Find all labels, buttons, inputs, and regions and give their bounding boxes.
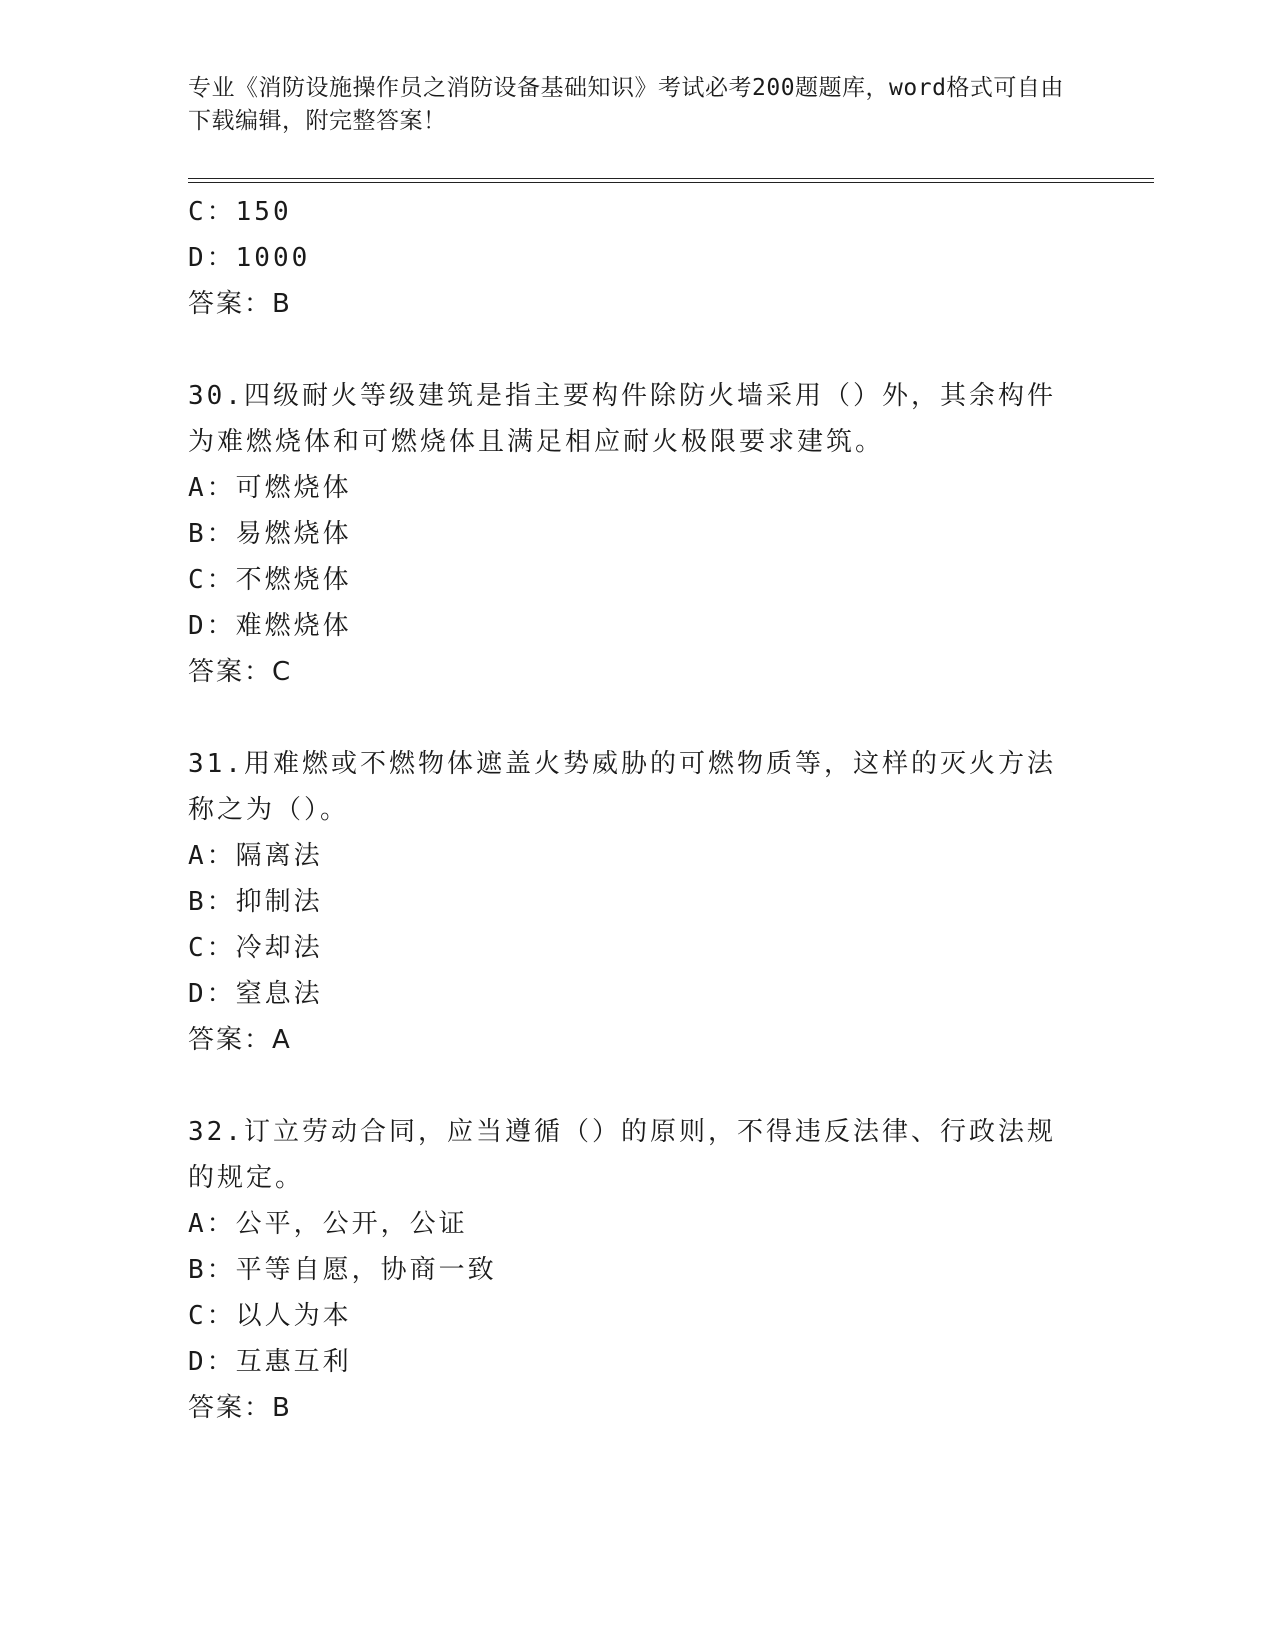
continued-question (188, 189, 1088, 327)
option-c: C：以人为本 (188, 1301, 352, 1331)
answer-line: 答案：A (188, 1025, 292, 1055)
option-d: D：难燃烧体 (188, 611, 352, 641)
option-d: D：互惠互利 (188, 1347, 352, 1377)
header-divider (188, 178, 1154, 183)
option-b: B：平等自愿，协商一致 (188, 1255, 497, 1285)
option-c: C：冷却法 (188, 933, 323, 963)
option-a: A：公平，公开，公证 (188, 1209, 468, 1239)
page-header: 专业《消防设施操作员之消防设备基础知识》考试必考200题题库，word格式可自由下载编辑，附完整答案！ (188, 75, 1064, 134)
question-32 (188, 1109, 1088, 1431)
option-c: C：150 (188, 197, 292, 227)
answer-line: 答案：B (188, 289, 292, 319)
option-d: D：1000 (188, 243, 311, 273)
option-c: C：不燃烧体 (188, 565, 352, 595)
option-d: D：窒息法 (188, 979, 323, 1009)
option-a: A：可燃烧体 (188, 473, 352, 503)
question-31 (188, 741, 1088, 1063)
question-30 (188, 373, 1088, 695)
question-list (188, 189, 1088, 1431)
question-stem: 31.用难燃或不燃物体遮盖火势威胁的可燃物质等，这样的灭火方法称之为（）。 (188, 749, 1056, 825)
question-gap (188, 695, 1088, 741)
option-b: B：易燃烧体 (188, 519, 352, 549)
question-stem: 32.订立劳动合同，应当遵循（）的原则，不得违反法律、行政法规的规定。 (188, 1117, 1056, 1193)
answer-line: 答案：B (188, 1393, 292, 1423)
question-stem: 30.四级耐火等级建筑是指主要构件除防火墙采用（）外，其余构件为难燃烧体和可燃烧体且满足相应耐火极限要求建筑。 (188, 381, 1056, 457)
question-gap (188, 327, 1088, 373)
answer-line: 答案：C (188, 657, 293, 687)
option-a: A：隔离法 (188, 841, 323, 871)
question-gap (188, 1063, 1088, 1109)
option-b: B：抑制法 (188, 887, 323, 917)
